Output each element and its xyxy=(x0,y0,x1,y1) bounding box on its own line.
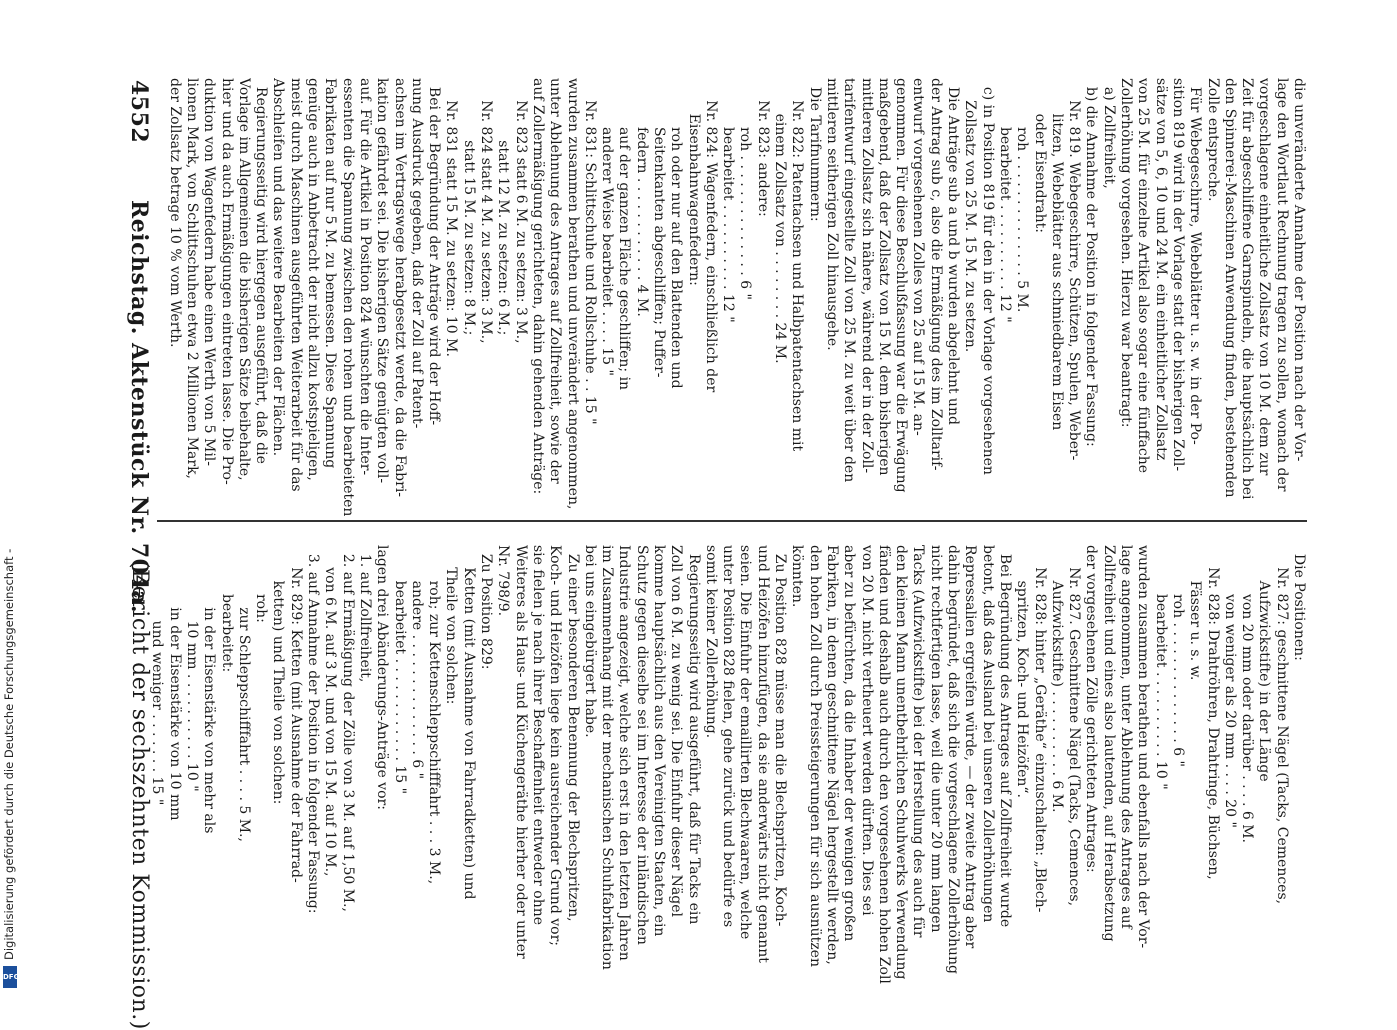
text-line: 2. auf Ermäßigung der Zölle von 3 M. auf 1,50 M., xyxy=(339,545,356,912)
text-line: tarifentwurf eingestellte Zoll von 25 M. zu weit über den xyxy=(841,78,858,483)
page-reference: (Bericht der sechszehnten Kommission.) xyxy=(127,560,152,1030)
text-line: bearbeitet . . . . . . . . . . . . 15 " xyxy=(391,545,408,795)
text-line: Die Tarifnummern: xyxy=(806,78,823,222)
text-line: lagen drei Abänderungs-Anträge vor: xyxy=(374,545,391,810)
column-divider xyxy=(157,520,1307,522)
text-line: hier und da auch Ermäßigungen eintreten lasse. Die Pro- xyxy=(218,78,235,485)
text-line: vorgeschlagene einheitliche Zollsatz von 10 M. dem zur xyxy=(1256,78,1273,476)
text-line: Weiteres als Haus- und Küchengeräthe hierher oder unter xyxy=(512,545,529,959)
text-line: unter Position 828 fielen, gehe zurück und bedürfe es xyxy=(720,545,737,928)
text-line: meist durch Maschinen ausgeführten Weiterarbeit für das xyxy=(287,78,304,492)
text-line: Industrie angezeigt, welche sich erst in den letzten Jahren xyxy=(616,545,633,961)
text-line: wurden zusammen berathen und unverändert angenommen, xyxy=(564,78,581,510)
text-line: Nr. 829: Ketten (mit Ausnahme der Fahrrad- xyxy=(287,545,304,883)
text-line: nung Ausdruck gegeben, daß der Zoll auf Patent- xyxy=(408,78,425,429)
text-line: könnten. xyxy=(789,545,806,608)
text-line: betont, daß das Ausland bei unseren Zollerhöhungen xyxy=(979,545,996,923)
text-line: lage angenommen, unter Ablehnung des Antrages auf xyxy=(1118,545,1135,929)
text-line: andere . . . . . . . . . . . . . . 6 " xyxy=(408,545,425,780)
text-line: anderer Weise bearbeitet . . . . 15 " xyxy=(599,78,616,376)
text-line: von weniger als 20 mm . . . . 20 " xyxy=(1221,545,1238,828)
text-line: 10 mm . . . . . . . . . . 10 " xyxy=(184,545,200,792)
text-line: statt 12 M. zu setzen: 6 M.; xyxy=(495,78,512,336)
text-line: sie fielen je nach ihrer Beschaffenheit entweder ohne xyxy=(529,545,546,926)
text-line: Die Anträge sub a und b wurden abgelehnt und xyxy=(945,78,962,425)
text-line: Zu einer besonderen Benennung der Blechspritzen, xyxy=(564,545,581,922)
page-title: Reichstag. Aktenstück Nr. 704a. xyxy=(126,200,152,614)
text-line: Schutz gegen dieselbe sei im Interesse der inländischen xyxy=(633,545,650,945)
text-line: bearbeitet: xyxy=(218,545,235,673)
text-line: von 20 M. nicht vertheuert werden dürften. Dies sei xyxy=(858,545,875,916)
text-line: Nr. 824 statt 4 M. zu setzen: 3 M., xyxy=(478,78,495,344)
text-line: Nr. 831 statt 15 M. zu setzen: 10 M. xyxy=(443,78,460,357)
text-line: in der Eisenstärke von 10 mm xyxy=(166,545,183,821)
text-line: roh . . . . . . . . . . . . . . 5 M. xyxy=(1014,78,1031,313)
text-line: bearbeitet . . . . . . . . . . 12 " xyxy=(720,78,737,323)
text-line: in der Eisenstärke von mehr als xyxy=(201,545,218,834)
digitization-sidebar xyxy=(0,0,20,1000)
text-line: auf der ganzen Fläche geschliffen; in xyxy=(616,78,633,391)
text-line: auf. Für die Artikel in Position 824 wünschten die Inter- xyxy=(356,78,373,476)
text-line: von 20 mm oder darüber . . . . 6 M. xyxy=(1239,545,1256,843)
text-line: Koch- und Heizöfen liege kein ausreichender Grund vor; xyxy=(547,545,564,946)
text-line: Die Positionen: xyxy=(1291,545,1307,661)
text-line: Zeit für abgeschliffene Garnspindeln, die hauptsächlich bei xyxy=(1239,78,1256,500)
text-line: roh: xyxy=(253,545,270,623)
right-column xyxy=(148,545,1307,985)
text-line: statt 15 M. zu setzen: 8 M.; xyxy=(460,78,477,336)
text-line: Nr. 828: hinter „Geräthe“ einzuschalten: „Blech- xyxy=(1031,545,1048,913)
text-line: Zu Position 828 müsse man die Blechspritzen, Koch- xyxy=(772,545,789,927)
document-page xyxy=(70,0,1397,1030)
text-line: Fabrikaten auf nur 5 M. zu bemessen. Diese Spannung xyxy=(322,78,339,469)
text-line: a) Zollfreiheit, xyxy=(1100,78,1117,189)
text-line: roh . . . . . . . . . . . . . . 6 " xyxy=(1169,545,1186,767)
text-line: der vorgesehenen Zölle gerichteten Antrages: xyxy=(1083,545,1100,873)
text-line: fänden und deshalb auch durch den vorgesehenen hohen Zoll xyxy=(875,545,892,984)
text-line: unter Ablehnung des Antrages auf Zollfreiheit, sowie der xyxy=(547,78,564,484)
text-line: Zolle entspreche. xyxy=(1204,78,1221,202)
text-line: Nr. 823: andere: xyxy=(754,78,771,217)
text-line: maßgebend, daß der Zollsatz von 15 M. dem bisherigen xyxy=(875,78,892,476)
text-line: seien. Die Einfuhr der emaillirten Blechwaaren, welche xyxy=(737,545,754,940)
text-line: wurden zusammen berathen und ebenfalls nach der Vor- xyxy=(1135,545,1152,949)
text-line: von 25 M. für einzelne Artikel also sogar eine fünffache xyxy=(1135,78,1152,474)
text-line: Nr. 827. Geschnittene Nägel (Tacks, Cemences, xyxy=(1066,545,1083,907)
text-line: essenten die Spannung zwischen den rohen und bearbeiteten xyxy=(339,78,356,517)
text-line: roh . . . . . . . . . . . . . . 6 " xyxy=(737,78,754,300)
text-line: genommen. Für diese Beschlußfassung war die Erwägung xyxy=(893,78,910,493)
text-line: c) in Position 819 für den in der Vorlage vorgesehenen xyxy=(979,78,996,475)
left-column xyxy=(165,78,1307,518)
text-line: den kleinen Mann unentbehrlichen Schuhwerks Verwendung xyxy=(893,545,910,980)
text-line: Regierungsseitig wird hiergegen ausgeführt, daß die xyxy=(253,78,270,464)
text-line: Zu Position 829: xyxy=(478,545,495,670)
text-line: den hohen Zoll durch Preissteigerungen für sich ausnützen xyxy=(806,545,823,967)
text-line: roh; zur Kettenschleppschifffahrt . . . 3 M., xyxy=(426,545,443,885)
text-line: Aufzwickstifte) in der Länge xyxy=(1256,545,1273,782)
text-line: einem Zollsatz von . . . . . . . . 24 M. xyxy=(772,78,789,364)
text-line: oder Eisendraht: xyxy=(1031,78,1048,233)
text-line: die unveränderte Annahme der Position nach der Vor- xyxy=(1291,78,1307,462)
text-line: somit keiner Zollerhöhung. xyxy=(702,545,719,739)
text-line: kation gefährdet sei. Die bisherigen Sätze genügten voll- xyxy=(374,78,391,484)
text-line: Tacks (Aufzwickstifte) bei der Herstellung des auch für xyxy=(910,545,927,938)
text-line: dahin begründet, daß sich die vorgeschlagene Zollerhöhung xyxy=(945,545,962,974)
text-line: Für Webegeschirre, Webeblätter u. s. w. in der Po- xyxy=(1187,78,1204,445)
text-line: Zollfreiheit und eines also lautenden, auf Herabsetzung xyxy=(1100,545,1117,942)
text-line: sition 819 wird in der Vorlage statt der bisherigen Zoll- xyxy=(1169,78,1186,472)
text-line: Regierungsseitig wird ausgeführt, daß für Tacks ein xyxy=(685,545,702,925)
text-line: Fabriken, in denen geschnittene Nägel hergestellt werden, xyxy=(823,545,840,965)
text-line: Nr. 823 statt 6 M. zu setzen: 3 M., xyxy=(512,78,529,344)
text-line: mittleren seitherigen Zoll hinausgehe. xyxy=(823,78,840,351)
page-header xyxy=(112,0,152,1030)
text-line: bearbeitet . . . . . . . . . . 12 " xyxy=(996,78,1013,323)
text-line: im Zusammenhang mit der mechanischen Schuhfabrikation xyxy=(599,545,616,970)
text-line: von 6 M. auf 3 M. und von 15 M. auf 10 M., xyxy=(322,545,339,877)
text-line: Aufzwickstifte) . . . . . . . . . . 6 M. xyxy=(1048,545,1065,813)
text-line: Repressalien ergreifen würde, — der zweite Antrag aber xyxy=(962,545,979,949)
text-line: Bei Begründung des Antrages auf Zollfreiheit wurde xyxy=(996,545,1013,928)
text-line: Bei der Begründung der Anträge wird der Hoff- xyxy=(426,78,443,426)
text-line: federn . . . . . . . . . . . . 4 M. xyxy=(633,78,650,317)
text-line: 1. auf Zollfreiheit, xyxy=(356,545,373,683)
text-line: entwurf vorgesehenen Zolles von 25 auf 15 M. an- xyxy=(910,78,927,436)
text-line: roh oder nur auf den Blattenden und xyxy=(668,78,685,389)
text-line: Seitenkanten abgeschliffen; Puffer- xyxy=(651,78,668,378)
text-line: Ketten (mit Ausnahme von Fahrradketten) und xyxy=(460,545,477,900)
text-line: sätze von 5, 6, 10 und 24 M. ein einheitlicher Zollsatz xyxy=(1152,78,1169,461)
text-line: achsen im Vertragswege herabgesetzt werde, da die Fabri- xyxy=(391,78,408,498)
text-line: Nr. 822: Patentachsen und Halbpatentachsen mit xyxy=(789,78,806,452)
text-line: lage den Wortlaut Rechnung tragen zu sollen, wonach der xyxy=(1273,78,1290,492)
text-line: Nr. 828: Drahtröhren, Drahtringe, Büchsen, xyxy=(1204,545,1221,880)
text-line: litzen, Webeblätter aus schmiedbarem Eisen xyxy=(1048,78,1065,431)
digitization-note: Digitalisierung gefördert durch die Deutsche Forschungsgemeinschaft - xyxy=(2,548,16,960)
text-line: Zoll von 6 M. zu wenig sei. Die Einfuhr dieser Nägel xyxy=(668,545,685,917)
text-line: Nr. 824: Wagenfedern, einschließlich der xyxy=(702,78,719,393)
text-line: Abschleifen und das weitere Bearbeiten der Flächen. xyxy=(270,78,287,457)
text-line: der Antrag sub c, also die Ermäßigung des im Zolltarif- xyxy=(927,78,944,471)
text-line: 3. auf Annahme der Position in folgender Fassung: xyxy=(305,545,322,914)
text-line: der Zollsatz betrage 10 % vom Werth. xyxy=(166,78,183,348)
text-line: Fässer u. s. w. xyxy=(1187,545,1204,681)
text-line: aber zu befürchten, da die Inhaber der wenigen großen xyxy=(841,545,858,942)
text-line: und weniger . . . . . . . 15 " xyxy=(149,545,166,806)
page-number: 4552 xyxy=(126,80,152,144)
text-line: zur Schleppschifffahrt . . . . 5 M., xyxy=(235,545,252,842)
text-line: b) die Annahme der Position in folgender Fassung: xyxy=(1083,78,1100,447)
text-line: Theile von solchen: xyxy=(443,545,460,705)
text-line: duktion von Wagenfedern habe einen Werth von 5 Mil- xyxy=(201,78,218,467)
text-line: Vorlage im Allgemeinen die bisherigen Sätze beibehalte, xyxy=(235,78,252,481)
dfg-logo-icon: DFG xyxy=(3,966,17,988)
text-line: Eisenbahnwagenfedern: xyxy=(685,78,702,286)
text-line: den Spinnerei-Maschinen Anwendung finden, bestehenden xyxy=(1221,78,1238,498)
text-line: und Heizöfen hinzufügen, da sie anderwärts nicht genannt xyxy=(754,545,771,963)
text-line: auf Zollermäßigung gerichteten, dahin gehenden Anträge: xyxy=(529,78,546,495)
text-line: Nr. 819. Webegeschirre, Schützen, Spulen, Weber- xyxy=(1066,78,1083,461)
text-line: komme hauptsächlich aus den Vereinigten Staaten, ein xyxy=(651,545,668,937)
text-line: Nr. 831: Schlittschuhe und Rollschuhe . . 15 " xyxy=(581,78,598,425)
text-line: spritzen, Koch- und Heizöfen“. xyxy=(1014,545,1031,798)
text-line: mittleren Zollsatz sich nähere, während der in der Zoll- xyxy=(858,78,875,474)
text-line: Zollerhöhung vorgesehen. Hierzu war beantragt: xyxy=(1118,78,1135,428)
text-line: ketten) und Theile von solchen: xyxy=(270,545,287,805)
text-line: nicht rechtfertigen lasse, weil die unter 20 mm langen xyxy=(927,545,944,933)
text-line: lionen Mark, von Schlittschuhen etwa 2 Millionen Mark, xyxy=(184,78,200,479)
text-line: Nr. 827: geschnittene Nägel (Tacks, Cemences, xyxy=(1273,545,1290,905)
text-line: bearbeitet . . . . . . . . . . 10 " xyxy=(1152,545,1169,790)
text-line: bei uns eingebürgert habe. xyxy=(581,545,598,738)
text-line: Zollsatz von 25 M. 15 M. zu setzen. xyxy=(962,78,979,353)
text-line: genüge auch in Anbetracht der nicht allzu kostspieligen, xyxy=(305,78,322,481)
text-line: Nr. 798/9. xyxy=(495,545,512,617)
